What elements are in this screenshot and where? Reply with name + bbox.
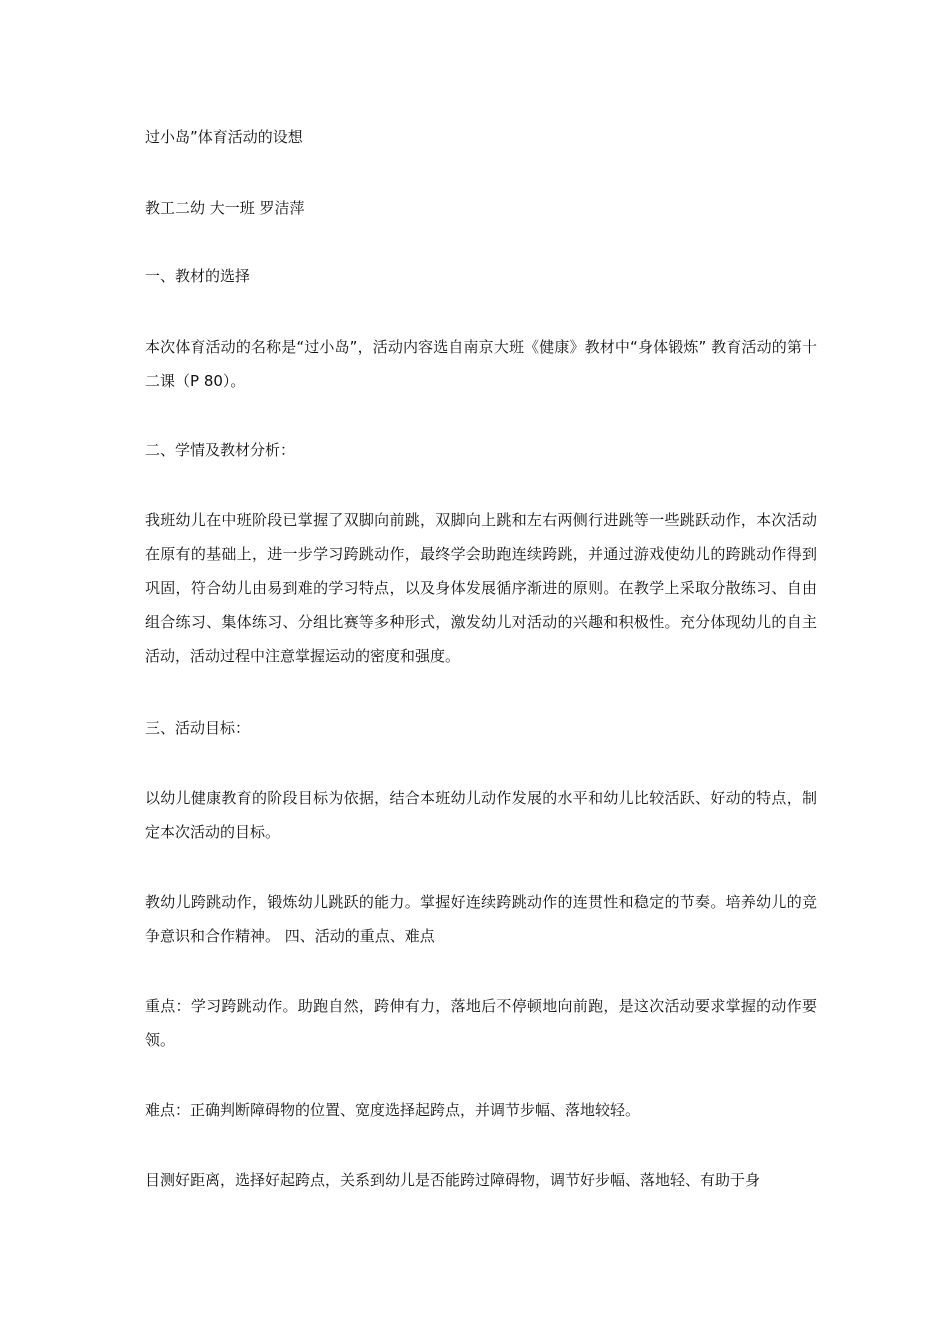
section-heading-2: 二、学情及教材分析： <box>145 441 296 459</box>
document-title: 过小岛”体育活动的设想 <box>145 128 303 146</box>
author-line: 教工二幼 大一班 罗洁萍 <box>145 199 305 217</box>
section-body-3: 以幼儿健康教育的阶段目标为依据，结合本班幼儿动作发展的水平和幼儿比较活跃、好动的特点，制定本次活动的目标。 <box>145 789 817 841</box>
section-body-2: 我班幼儿在中班阶段已掌握了双脚向前跳，双脚向上跳和左右两侧行进跳等一些跳跃动作，本次活动在原有的基础上，进一步学习跨跳动作，最终学会助跑连续跨跳，并通过游戏使幼儿的跨跳动作得到巩固，符合幼儿由易到难的学习特点，以及身体发展循序渐进的原则。在教学上采取分散练习、自由组合练习、集体练习、分组比赛等多种形式，激发幼儿对活动的兴趣和积极性。充分体现幼儿的自主活动，活动过程中注意掌握运动的密度和强度。 <box>145 511 817 665</box>
section-heading-3: 三、活动目标： <box>145 719 251 737</box>
section-heading-1: 一、教材的选择 <box>145 267 251 285</box>
difficulty-paragraph: 难点：正确判断障碍物的位置、宽度选择起跨点，并调节步幅、落地较轻。 <box>145 1101 641 1119</box>
goals-paragraph: 教幼儿跨跳动作，锻炼幼儿跳跃的能力。掌握好连续跨跳动作的连贯性和稳定的节奏。培养幼儿的竞争意识和合作精神。 四、活动的重点、难点 <box>145 893 817 945</box>
closing-paragraph: 目测好距离，选择好起跨点，关系到幼儿是否能跨过障碍物，调节好步幅、落地轻、有助于身 <box>145 1171 761 1189</box>
key-point-paragraph: 重点：学习跨跳动作。助跑自然，跨伸有力，落地后不停顿地向前跑，是这次活动要求掌握的动作要领。 <box>145 997 817 1049</box>
section-body-1: 本次体育活动的名称是“过小岛”，活动内容选自南京大班《健康》教材中“身体锻炼” 教育活动的第十二课（P 80）。 <box>145 338 817 390</box>
